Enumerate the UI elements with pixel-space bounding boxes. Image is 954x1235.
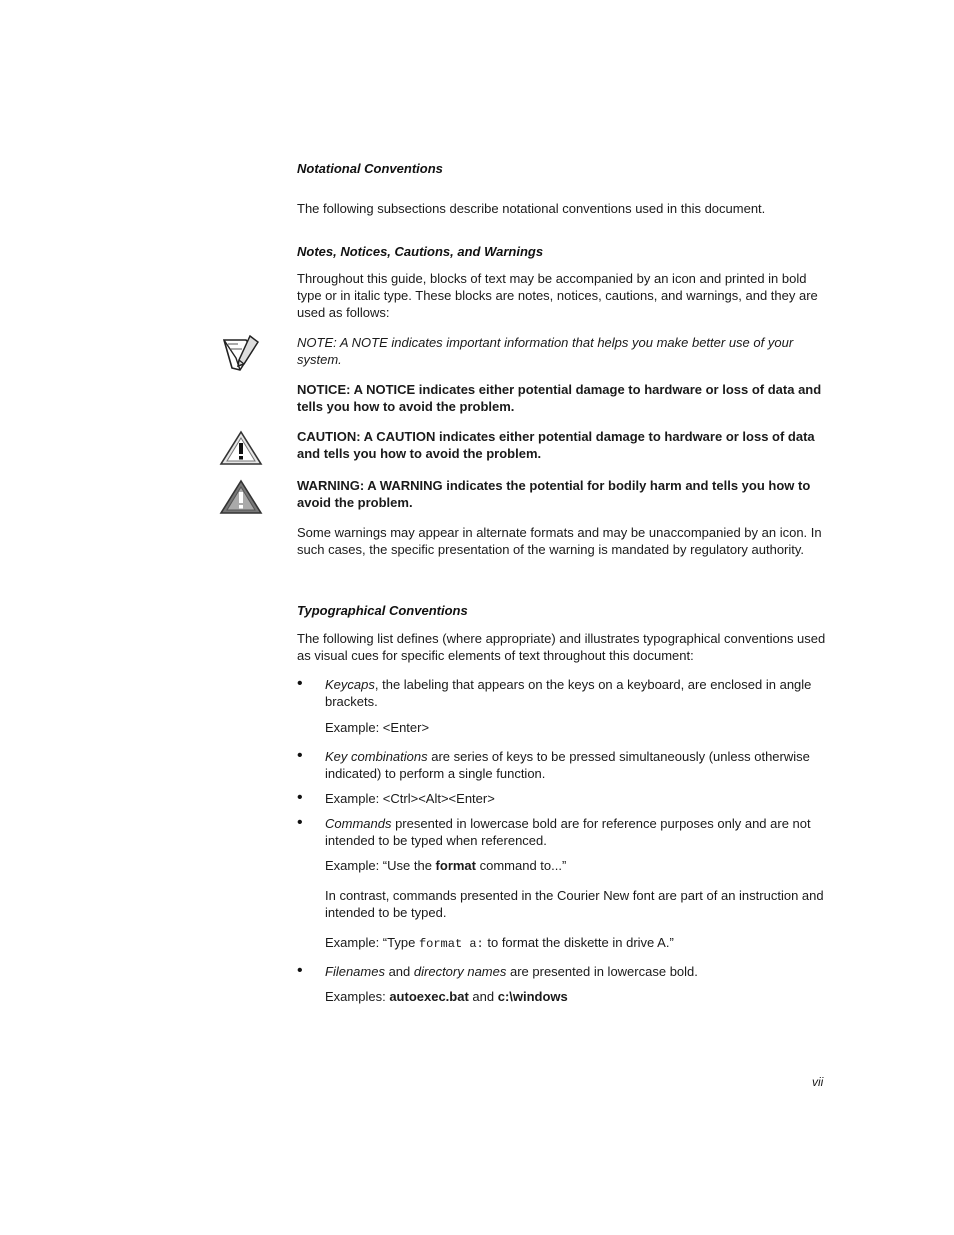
notice-text: NOTICE: A NOTICE indicates either potential damage to hardware or loss of data and tells you how to avoid the problem. xyxy=(297,382,822,414)
courier-example-pre: Example: “Type xyxy=(325,935,419,950)
section-heading-typographical: Typographical Conventions xyxy=(297,603,468,618)
filenames-term: Filenames xyxy=(325,964,385,979)
caution-triangle-icon xyxy=(219,430,263,466)
courier-example-post: to format the diskette in drive A.” xyxy=(483,935,674,950)
list-item-commands xyxy=(325,815,827,849)
dirnames-term: directory names xyxy=(413,964,507,979)
list-item-key-combinations xyxy=(325,748,827,782)
bullet-marker: • xyxy=(297,814,303,831)
bullet-marker: • xyxy=(297,675,303,692)
commands-example-bold: format xyxy=(435,858,476,873)
bullet-marker: • xyxy=(297,789,303,806)
keycombo-example: Example: <Ctrl><Alt><Enter> xyxy=(325,791,495,806)
page-title: Notational Conventions xyxy=(297,161,443,176)
filenames-and: and xyxy=(384,964,414,979)
filenames-example xyxy=(325,988,827,1005)
note-pencil-icon xyxy=(220,334,264,374)
section-body-typographical: The following list defines (where appropriate) and illustrates typographical conventions used as visual cues for specific elements of text throughout this document: xyxy=(297,631,826,663)
keycaps-example: Example: <Enter> xyxy=(325,720,430,735)
note-text: NOTE: A NOTE indicates important information that helps you make better use of your system. xyxy=(297,335,794,367)
filenames-example-pre: Examples: xyxy=(325,989,390,1004)
commands-example-pre: Example: “Use the xyxy=(325,858,436,873)
courier-text: In contrast, commands presented in the Courier New font are part of an instruction and intended to be typed. xyxy=(325,888,824,920)
bullet-marker: • xyxy=(297,962,303,979)
alt-formats-text: Some warnings may appear in alternate formats and may be unaccompanied by an icon. In such cases, the specific presentation of the warning is mandated by regulatory authority. xyxy=(297,525,822,557)
filenames-example-and: and xyxy=(468,989,498,1004)
commands-term: Commands xyxy=(325,816,392,831)
commands-example xyxy=(325,857,827,874)
filenames-example-dir: c:\windows xyxy=(497,989,568,1004)
keycaps-term: Keycaps xyxy=(325,677,375,692)
page-number: vii xyxy=(812,1075,824,1089)
keycaps-text: , the labeling that appears on the keys on a keyboard, are enclosed in angle brackets. xyxy=(325,677,812,709)
section-heading-notes: Notes, Notices, Cautions, and Warnings xyxy=(297,244,544,259)
bullet-marker: • xyxy=(297,747,303,764)
warning-text: WARNING: A WARNING indicates the potential for bodily harm and tells you how to avoid the problem. xyxy=(297,478,811,510)
section-body-notes: Throughout this guide, blocks of text may be accompanied by an icon and printed in bold type or in italic type. These blocks are notes, notices, cautions, and warnings, and they are used as follows: xyxy=(297,271,818,320)
courier-example xyxy=(325,934,827,953)
filenames-text: are presented in lowercase bold. xyxy=(506,964,698,979)
list-item-keycaps xyxy=(325,676,827,710)
commands-example-post: command to...” xyxy=(476,858,567,873)
keycombo-text: are series of keys to be pressed simultaneously (unless otherwise indicated) to perform a single function. xyxy=(325,749,810,781)
commands-text: presented in lowercase bold are for reference purposes only and are not intended to be typed when referenced. xyxy=(325,816,811,848)
keycombo-term: Key combinations xyxy=(325,749,428,764)
filenames-example-file: autoexec.bat xyxy=(389,989,469,1004)
warning-triangle-icon xyxy=(219,479,263,515)
courier-example-mono: format a: xyxy=(418,937,484,951)
caution-text: CAUTION: A CAUTION indicates either potential damage to hardware or loss of data and tells you how to avoid the problem. xyxy=(297,429,815,461)
intro-text: The following subsections describe notational conventions used in this document. xyxy=(297,201,766,216)
list-item-filenames xyxy=(325,963,827,980)
